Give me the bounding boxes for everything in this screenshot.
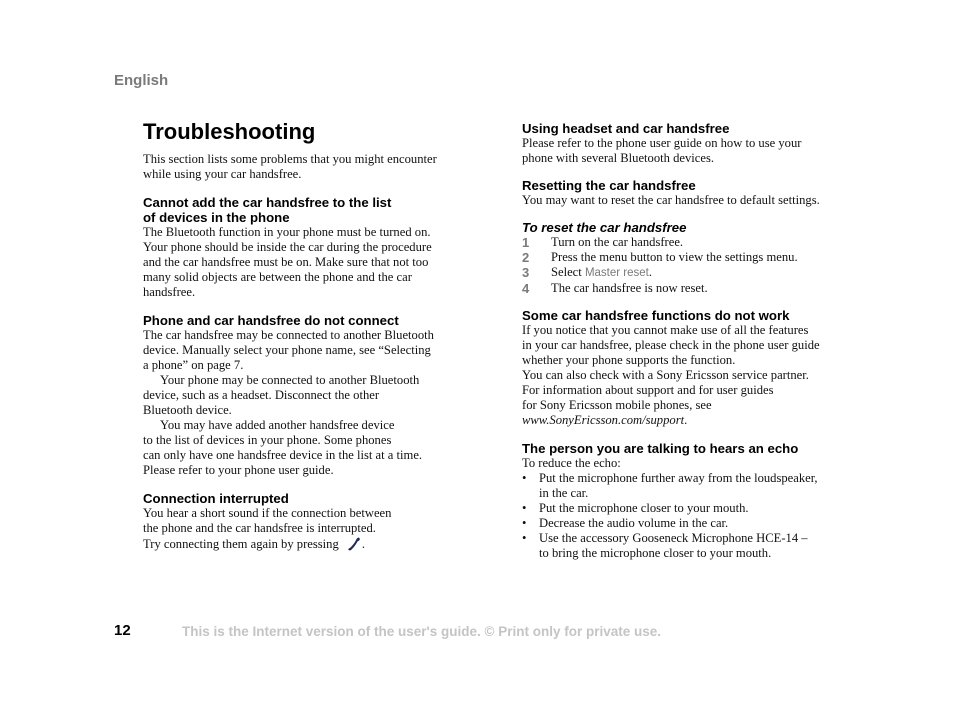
procedure-heading-reset: To reset the car handsfree <box>522 220 687 235</box>
section-heading-echo: The person you are talking to hears an echo <box>522 441 799 456</box>
page-number: 12 <box>114 622 131 639</box>
menu-term-master-reset: Master reset <box>584 267 649 279</box>
support-url[interactable]: www.SonyEricsson.com/support <box>522 413 685 427</box>
echo-bullet-list <box>522 471 867 561</box>
step-item: 4 The car handsfree is now reset. <box>522 281 708 296</box>
section-body-no-connect-p1: The car handsfree may be connected to another Bluetooth device. Manually select your phone name, see “Selecting a phone” on page 7. <box>143 328 434 372</box>
section-body-functions: If you notice that you cannot make use of all the features in your car handsfree, please check in the phone user guide whether your phone supports the function. You can also check with a Sony Ericsson service partner. For information about support and for user guides for Sony Ericsson mobile phones, see www.SonyEricsson.com/support. <box>522 323 820 427</box>
bullet-item: • Use the accessory Gooseneck Microphone HCE-14 – to bring the microphone closer to your mouth. <box>522 531 808 560</box>
bullet-item: • Put the microphone further away from the loudspeaker, in the car. <box>522 471 818 500</box>
section-body-no-connect-p2: Your phone may be connected to another Bluetooth device, such as a headset. Disconnect the other Bluetooth device. <box>143 373 420 417</box>
section-body-cannot-add: The Bluetooth function in your phone must be turned on. Your phone should be inside the car during the procedure and the car handsfree must be on. Make sure that not too many solid objects are between the phone and the car handsfree. <box>143 225 432 299</box>
section-heading-no-connect: Phone and car handsfree do not connect <box>143 313 399 328</box>
left-column <box>143 118 478 552</box>
section-body-resetting: You may want to reset the car handsfree to default settings. <box>522 193 820 207</box>
bullet-item: • Put the microphone closer to your mouth. <box>522 501 749 515</box>
section-body-echo-intro: To reduce the echo: <box>522 456 621 470</box>
step-item: 3 Select Master reset. <box>522 265 653 280</box>
section-heading-functions: Some car handsfree functions do not work <box>522 308 790 323</box>
section-heading-cannot-add: Cannot add the car handsfree to the list of devices in the phone <box>143 195 392 225</box>
section-body-no-connect-p3: You may have added another handsfree device to the list of devices in your phone. Some phones can only have one handsfree device in the list at a time. Please refer to your phone user guide. <box>143 418 423 477</box>
section-body-interrupted: You hear a short sound if the connection between the phone and the car handsfree is interrupted. Try connecting them again by pressing . <box>143 506 392 551</box>
reset-steps-list <box>522 235 867 296</box>
right-column <box>522 121 867 561</box>
print-notice: This is the Internet version of the user's guide. © Print only for private use. <box>182 624 661 639</box>
bullet-item: • Decrease the audio volume in the car. <box>522 516 729 530</box>
section-body-headset: Please refer to the phone user guide on how to use your phone with several Bluetooth devices. <box>522 136 802 165</box>
section-heading-resetting: Resetting the car handsfree <box>522 178 696 193</box>
page-title: Troubleshooting <box>143 119 316 144</box>
step-item: 1 Turn on the car handsfree. <box>522 235 684 250</box>
section-heading-interrupted: Connection interrupted <box>143 491 289 506</box>
phone-call-icon <box>346 536 362 552</box>
section-heading-headset: Using headset and car handsfree <box>522 121 730 136</box>
intro-text: This section lists some problems that you might encounter while using your car handsfree. <box>143 152 437 181</box>
step-item: 2 Press the menu button to view the settings menu. <box>522 250 798 265</box>
language-label: English <box>114 72 169 89</box>
